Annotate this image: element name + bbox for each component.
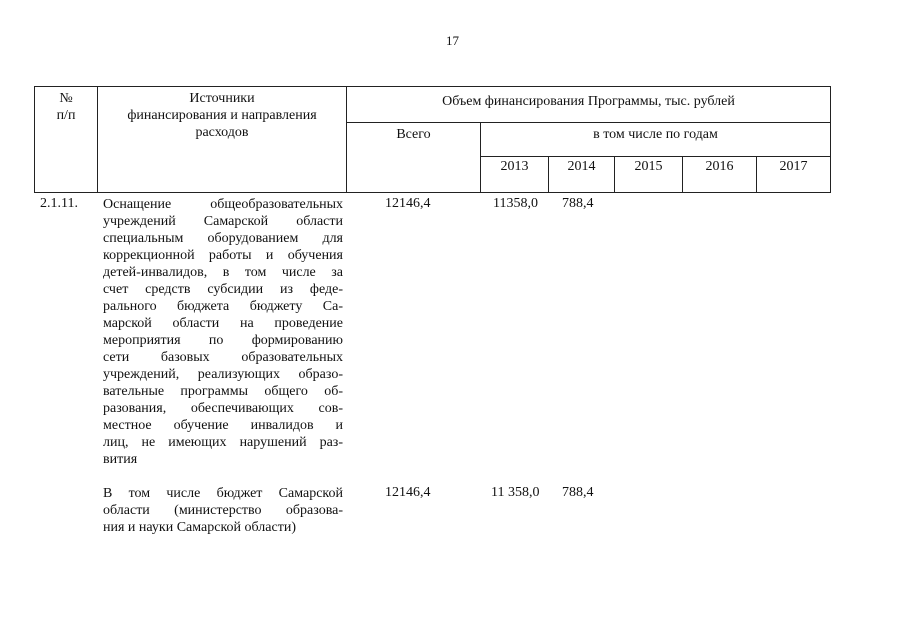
header-number-line-2: п/п (56, 108, 76, 123)
header-year-2015: 2015 (634, 159, 663, 174)
row-1-total: 12146,4 (385, 196, 431, 211)
page-number: 17 (446, 33, 459, 48)
header-total: Всего (396, 127, 431, 142)
header-source-line-2: финансирования и направления (127, 108, 317, 123)
header-source-cell (98, 90, 346, 141)
header-by-years: в том числе по годам (593, 127, 718, 142)
header-year-2014: 2014 (567, 159, 596, 174)
header-year-2013: 2013 (500, 159, 529, 174)
header-number-line-1: № (59, 91, 73, 106)
row-2-2013: 11 358,0 (491, 485, 540, 500)
row-1-desc-line: марской области на проведение (103, 316, 343, 331)
header-year-2016: 2016 (705, 159, 734, 174)
header-source-line-3: расходов (195, 125, 249, 140)
row-1-number: 2.1.11. (40, 196, 78, 211)
row-1-desc-line: местное обучение инвалидов и (103, 418, 343, 433)
row-1-desc-line: специальным оборудованием для (103, 231, 343, 246)
row-1-2013: 11358,0 (493, 196, 538, 211)
row-1-desc-line: рального бюджета бюджету Са- (103, 299, 343, 314)
row-1-desc-line: учреждений Самарской области (103, 214, 343, 229)
row-1-desc-line: сети базовых образовательных (103, 350, 343, 365)
header-number-cell (35, 90, 97, 124)
row-1-desc-line: разования, обеспечивающих сов- (103, 401, 343, 416)
row-2-desc-line: В том числе бюджет Самарской (103, 486, 343, 501)
row-1-desc-line: детей-инвалидов, в том числе за (103, 265, 343, 280)
row-1-desc-line: лиц, не имеющих нарушений раз- (103, 435, 343, 450)
row-1-desc-line: коррекционной работы и обучения (103, 248, 343, 263)
row-1-desc-line: мероприятия по формированию (103, 333, 343, 348)
header-source-line-1: Источники (189, 91, 255, 106)
row-1-desc-line: учреждений, реализующих образо- (103, 367, 343, 382)
row-1-desc-line: вития (103, 452, 138, 467)
row-1-desc-line: счет средств субсидии из феде- (103, 282, 343, 297)
row-2-desc-line: ния и науки Самарской области) (103, 520, 296, 535)
row-2-description (103, 485, 343, 536)
row-1-desc-line: вательные программы общего об- (103, 384, 343, 399)
header-volume-title: Объем финансирования Программы, тыс. рублей (442, 94, 735, 109)
row-1-2014: 788,4 (562, 196, 594, 211)
row-1-description (103, 196, 343, 468)
header-year-2017: 2017 (779, 159, 808, 174)
row-2-2014: 788,4 (562, 485, 594, 500)
row-2-total: 12146,4 (385, 485, 431, 500)
row-2-desc-line: области (министерство образова- (103, 503, 343, 518)
row-1-desc-line: Оснащение общеобразовательных (103, 197, 343, 212)
